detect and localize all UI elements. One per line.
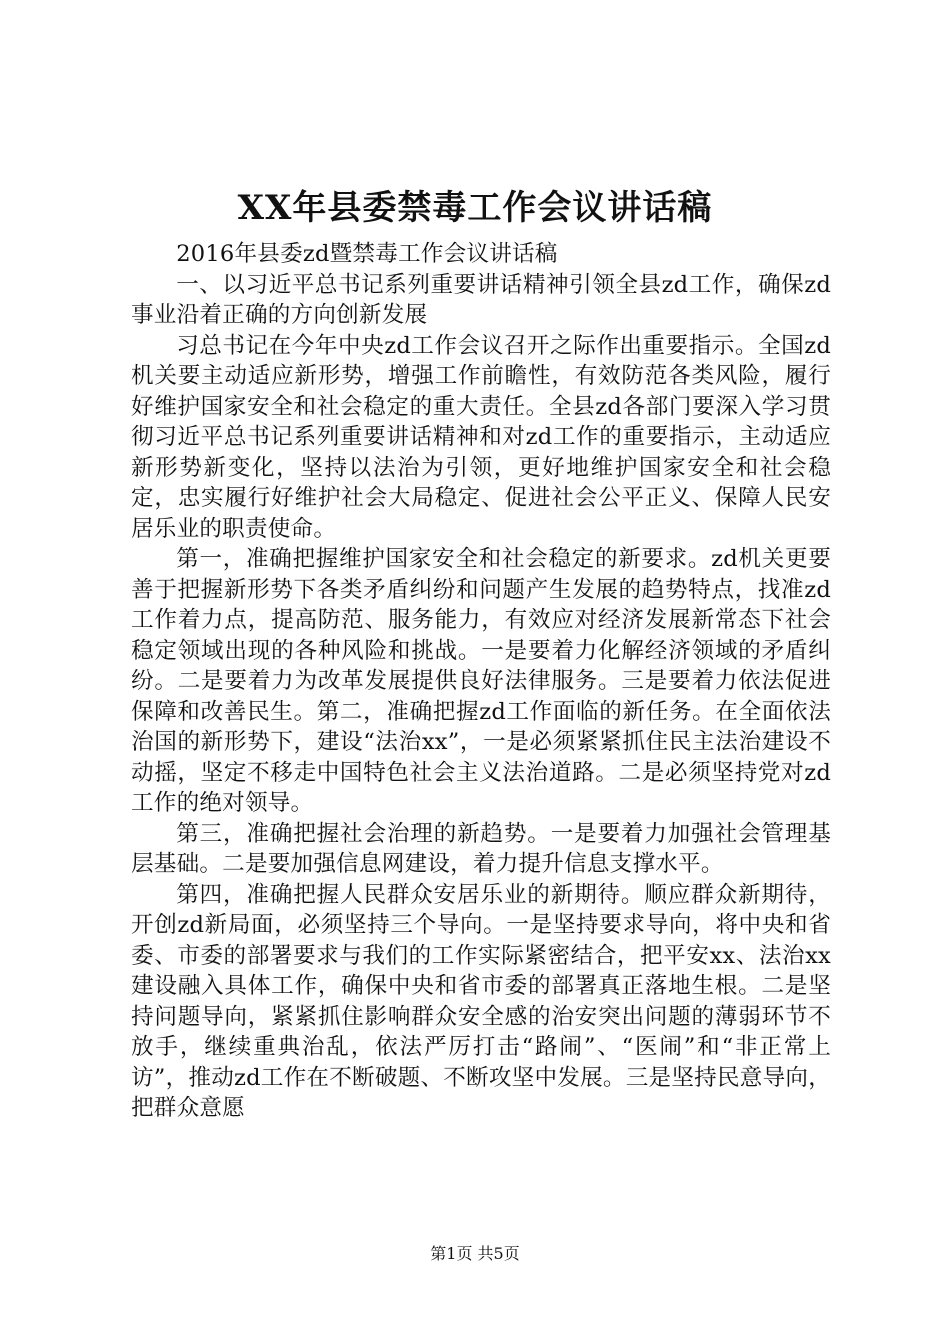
paragraph-subtitle: 2016年县委zd暨禁毒工作会议讲话稿 bbox=[176, 241, 558, 267]
page-number-footer: 第1页 共5页 bbox=[430, 1244, 520, 1263]
paragraph: 第三，准确把握社会治理的新趋势。一是要着力加强社会管理基层基础。二是要加强信息网建设，着力提升信息支撑水平。 bbox=[131, 820, 831, 877]
document-body bbox=[131, 239, 831, 1124]
document-title: XX年县委禁毒工作会议讲话稿 bbox=[237, 188, 713, 228]
paragraph-heading-one: 一、以习近平总书记系列重要讲话精神引领全县zd工作，确保zd事业沿着正确的方向创新发展 bbox=[131, 271, 831, 328]
paragraph: 习总书记在今年中央zd工作会议召开之际作出重要指示。全国zd机关要主动适应新形势，增强工作前瞻性，有效防范各类风险，履行好维护国家安全和社会稳定的重大责任。全县zd各部门要深入学习贯彻习近平总书记系列重要讲话精神和对zd工作的重要指示，主动适应新形势新变化，坚持以法治为引领，更好地维护国家安全和社会稳定，忠实履行好维护社会大局稳定、促进社会公平正义、保障人民安居乐业的职责使命。 bbox=[131, 332, 831, 542]
paragraph: 第四，准确把握人民群众安居乐业的新期待。顺应群众新期待，开创zd新局面，必须坚持三个导向。一是坚持要求导向，将中央和省委、市委的部署要求与我们的工作实际紧密结合，把平安xx、法治xx建设融入具体工作，确保中央和省市委的部署真正落地生根。二是坚持问题导向，紧紧抓住影响群众安全感的治安突出问题的薄弱环节不放手，继续重典治乱，依法严厉打击“路闹”、“医闹”和“非正常上访”，推动zd工作在不断破题、不断攻坚中发展。三是坚持民意导向，把群众意愿 bbox=[131, 881, 831, 1121]
paragraph: 第一，准确把握维护国家安全和社会稳定的新要求。zd机关更要善于把握新形势下各类矛盾纠纷和问题产生发展的趋势特点，找准zd工作着力点，提高防范、服务能力，有效应对经济发展新常态下社会稳定领域出现的各种风险和挑战。一是要着力化解经济领域的矛盾纠纷。二是要着力为改革发展提供良好法律服务。三是要着力依法促进保障和改善民生。第二，准确把握zd工作面临的新任务。在全面依法治国的新形势下，建设“法治xx”，一是必须紧紧抓住民主法治建设不动摇，坚定不移走中国特色社会主义法治道路。二是必须坚持党对zd工作的绝对领导。 bbox=[131, 546, 831, 816]
